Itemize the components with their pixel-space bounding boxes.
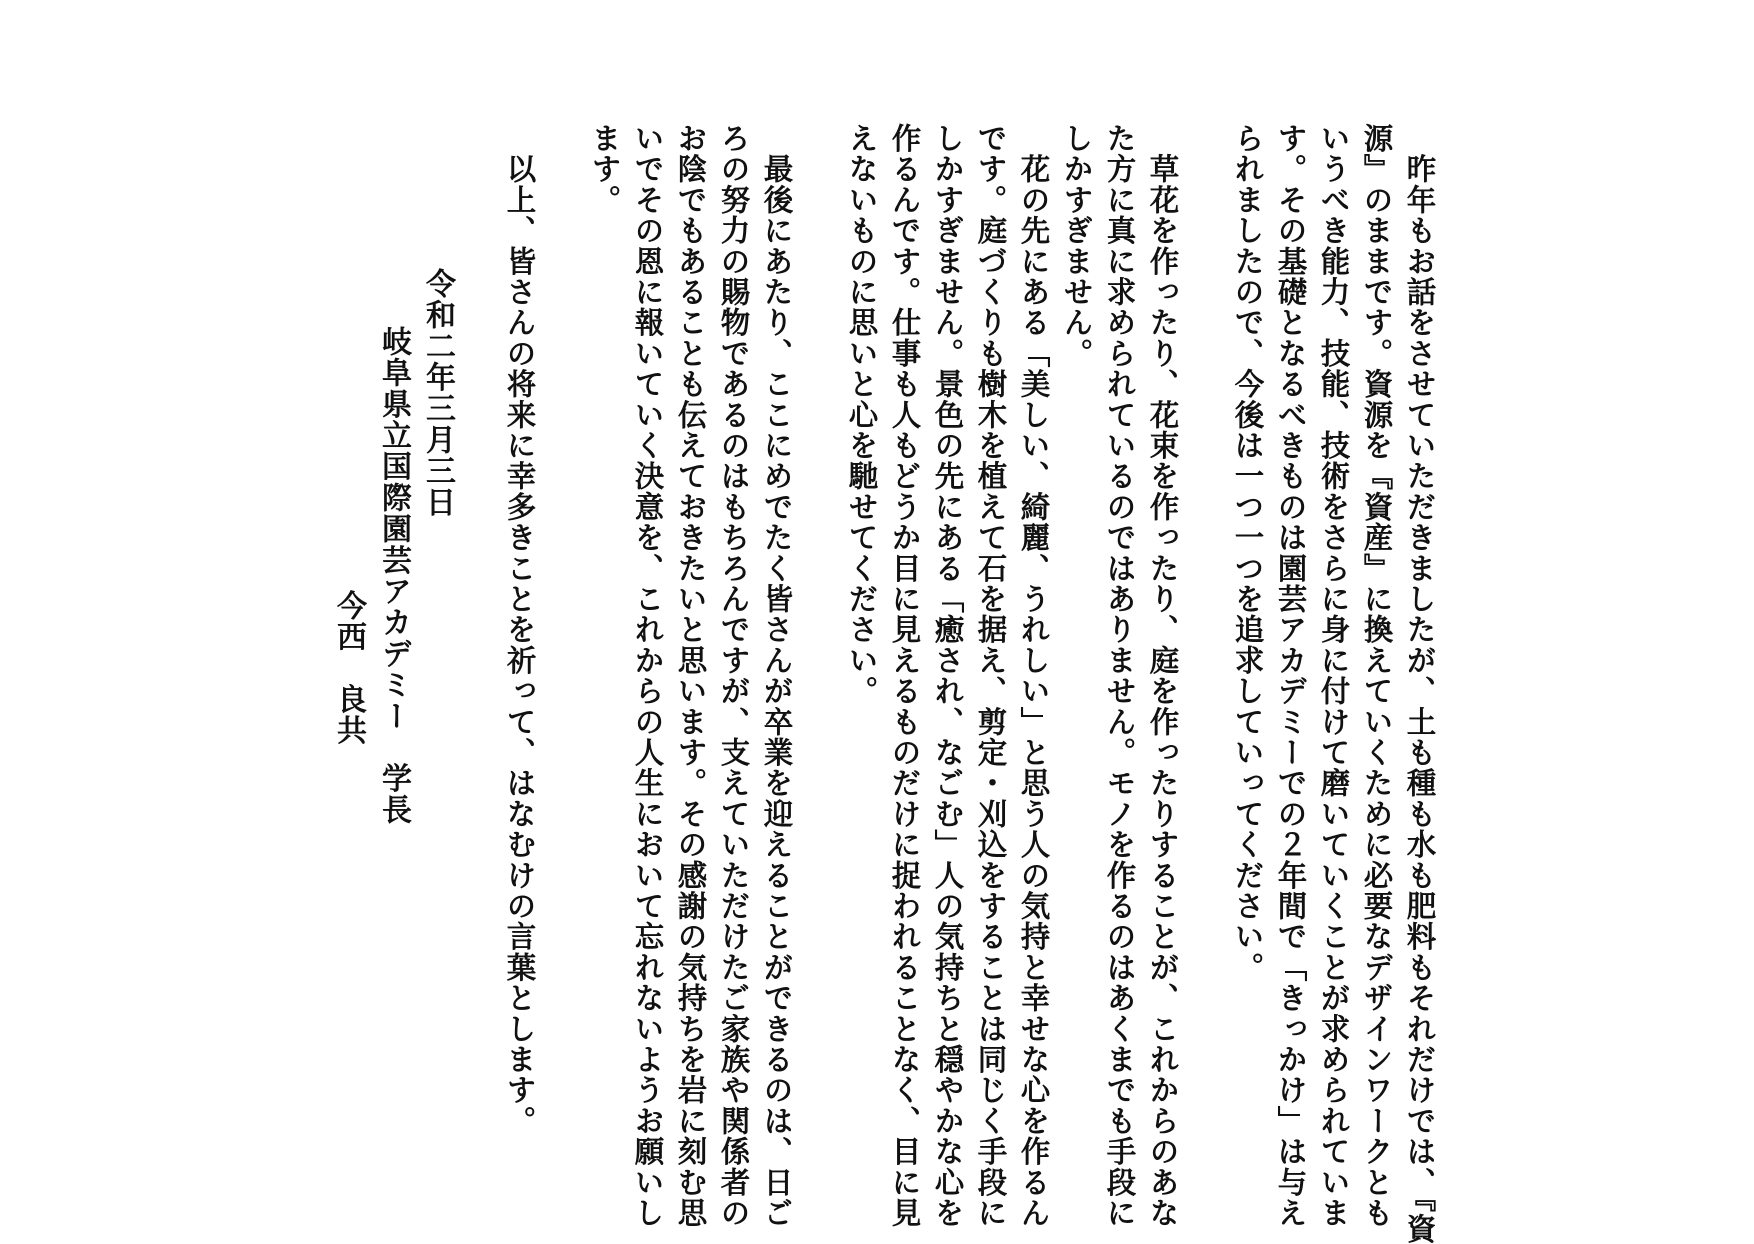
- text-line-7: た方に真に求められているのではありません。モノを作るのはあくまでも手段に: [1102, 123, 1138, 1229]
- text-line-3: いうべき能力、技能、技術をさらに身に付けて磨いていくことが求められていま: [1316, 123, 1352, 1229]
- text-line-8: しかすぎません。: [1059, 123, 1095, 369]
- organization-line: 岐阜県立国際園芸アカデミー 学長: [376, 326, 411, 826]
- author-name: 今西 良共: [331, 590, 366, 746]
- text-line-6: 草花を作ったり、花束を作ったり、庭を作ったりすることが、これからのあな: [1145, 123, 1181, 1229]
- text-line-2: 源』のままです。資源を『資産』に換えていくために必要なデザインワークとも: [1359, 123, 1395, 1229]
- text-line-9: 花の先にある「美しい、綺麗、うれしい」と思う人の気持と幸せな心を作るん: [1016, 123, 1052, 1229]
- closing-line: 以上、皆さんの将来に幸多きことを祈って、はなむけの言葉とします。: [502, 123, 538, 1137]
- text-line-14: 最後にあたり、ここにめでたく皆さんが卒業を迎えることができるのは、日ご: [759, 123, 795, 1229]
- date-line: 令和二年三月三日: [420, 268, 455, 518]
- text-line-11: しかすぎません。景色の先にある「癒され、なごむ」人の気持ちと穏やかな心を: [930, 123, 966, 1229]
- text-line-16: お陰でもあることも伝えておきたいと思います。その感謝の気持ちを岩に刻む思: [673, 123, 709, 1229]
- text-line-4: す。その基礎となるべきものは園芸アカデミーでの２年間で「きっかけ」は与え: [1273, 123, 1309, 1229]
- text-line-10: です。庭づくりも樹木を植えて石を据え、剪定・刈込をすることは同じく手段に: [973, 123, 1009, 1229]
- text-line-1: 昨年もお話をさせていただきましたが、土も種も水も肥料もそれだけでは、『資: [1402, 123, 1438, 1244]
- text-line-18: ます。: [587, 123, 623, 216]
- text-line-17: いでその恩に報いていく決意を、これからの人生において忘れないようお願いし: [630, 123, 666, 1229]
- text-line-5: られましたので、今後は一つ一つを追求していってください。: [1230, 123, 1266, 983]
- text-line-12: 作るんです。仕事も人もどうか目に見えるものだけに捉われることなく、目に見: [887, 123, 923, 1229]
- text-line-15: ろの努力の賜物であるのはもちろんですが、支えていただけたご家族や関係者の: [716, 123, 752, 1229]
- text-line-13: えないものに思いと心を馳せてください。: [844, 123, 880, 707]
